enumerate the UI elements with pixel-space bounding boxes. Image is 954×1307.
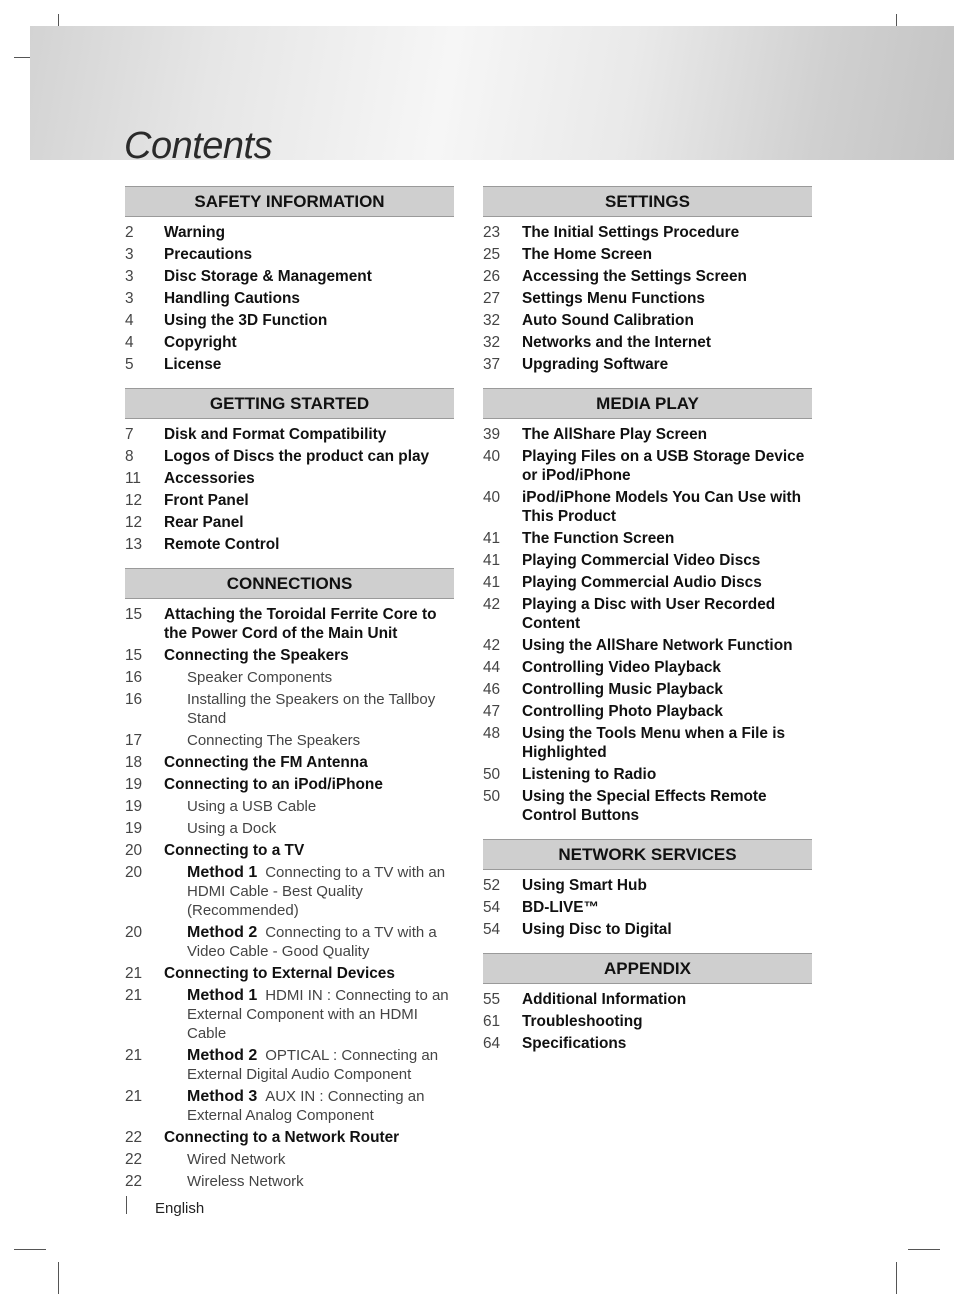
toc-section-appendix [483, 953, 812, 1053]
entry-title-wrap [522, 898, 812, 917]
entry-title-wrap [522, 245, 812, 264]
toc-entry[interactable] [125, 513, 454, 532]
page-number: 15 [125, 606, 143, 623]
entry-title: The Initial Settings Procedure [522, 224, 740, 241]
toc-section-getting-started [125, 388, 454, 554]
entry-title: Using Smart Hub [522, 877, 647, 894]
entry-title-wrap [164, 1128, 454, 1147]
entry-title-wrap [522, 787, 812, 825]
entry-title: Networks and the Internet [522, 334, 711, 351]
toc-entry[interactable] [483, 1034, 812, 1053]
page-number: 42 [483, 596, 501, 613]
crop-mark [58, 1262, 59, 1294]
entry-title-wrap [164, 355, 454, 374]
toc-entry[interactable] [483, 898, 812, 917]
entry-title: Copyright [164, 334, 237, 351]
page-number: 22 [125, 1151, 143, 1168]
entry-title-wrap [522, 1012, 812, 1031]
entry-title-wrap [522, 223, 812, 242]
entry-title: Playing Files on a USB Storage Device or iPod/iPhone [522, 448, 805, 484]
footer-language: English [155, 1200, 205, 1217]
toc-entry[interactable] [125, 267, 454, 286]
entry-title-wrap [164, 605, 454, 643]
entry-title: Connecting to a TV [164, 842, 305, 859]
toc-entry[interactable] [483, 1012, 812, 1031]
toc-entry[interactable] [483, 787, 812, 825]
entry-title: Disk and Format Compatibility [164, 426, 387, 443]
toc-entry[interactable] [483, 702, 812, 721]
entry-title: Specifications [522, 1035, 627, 1052]
page-number: 21 [125, 965, 143, 982]
page-number: 27 [483, 290, 501, 307]
entry-title-wrap [522, 425, 812, 444]
toc-entry[interactable] [125, 753, 454, 772]
entry-title-wrap [522, 529, 812, 548]
entry-title-wrap [164, 690, 454, 728]
entry-title-wrap [164, 1172, 454, 1191]
method-label: Method 2 [187, 1047, 258, 1064]
entry-title: Playing Commercial Video Discs [522, 552, 761, 569]
entry-title-wrap [522, 636, 812, 655]
entry-title: Controlling Photo Playback [522, 703, 723, 720]
page-number: 19 [125, 820, 143, 837]
toc-entry[interactable] [125, 1087, 454, 1125]
section-heading: NETWORK SERVICES [483, 839, 812, 870]
method-label: Method 1 [187, 864, 258, 881]
entry-title: Using the Special Effects Remote Control Buttons [522, 788, 767, 824]
toc-entry[interactable] [483, 573, 812, 592]
toc-entry[interactable] [483, 551, 812, 570]
toc-entry[interactable] [125, 1150, 454, 1169]
page-number: 19 [125, 776, 143, 793]
entry-title: Connecting to a TV with a Video Cable - Good Quality [187, 924, 437, 960]
toc-left-column [125, 186, 454, 1205]
page-number: 13 [125, 536, 143, 553]
entry-title: Controlling Video Playback [522, 659, 721, 676]
toc-entry[interactable] [483, 333, 812, 352]
crop-mark [14, 1249, 46, 1250]
page-number: 16 [125, 691, 143, 708]
entry-title-wrap [522, 595, 812, 633]
page-number: 20 [125, 842, 143, 859]
page-number: 40 [483, 448, 501, 465]
entry-title-wrap [164, 964, 454, 983]
entry-title: Using the 3D Function [164, 312, 328, 329]
entry-title-wrap [522, 333, 812, 352]
entry-title-wrap [164, 469, 454, 488]
page-number: 3 [125, 290, 134, 307]
toc-entry[interactable] [125, 333, 454, 352]
page-number: 48 [483, 725, 501, 742]
page-number: 25 [483, 246, 501, 263]
entry-title-wrap [522, 658, 812, 677]
entry-title: Settings Menu Functions [522, 290, 705, 307]
entry-title: Troubleshooting [522, 1013, 643, 1030]
entry-title-wrap [164, 841, 454, 860]
toc-entry[interactable] [483, 876, 812, 895]
page-title: Contents [124, 125, 273, 167]
entry-title: Upgrading Software [522, 356, 669, 373]
entry-title: Logos of Discs the product can play [164, 448, 430, 465]
entry-title: Connecting to an iPod/iPhone [164, 776, 383, 793]
page-number: 12 [125, 492, 143, 509]
toc-entry[interactable] [125, 245, 454, 264]
entry-title-wrap [522, 311, 812, 330]
toc-section-settings [483, 186, 812, 374]
page-number: 47 [483, 703, 501, 720]
entry-title: Using the Tools Menu when a File is Highlighted [522, 725, 786, 761]
entry-title: BD-LIVE™ [522, 899, 599, 916]
entry-title: Connecting the FM Antenna [164, 754, 368, 771]
entry-title-wrap [522, 702, 812, 721]
page-number: 22 [125, 1129, 143, 1146]
toc-entry[interactable] [483, 658, 812, 677]
page-number: 2 [125, 224, 134, 241]
crop-mark [896, 1262, 897, 1294]
entry-title-wrap [522, 1034, 812, 1053]
toc-entry[interactable] [483, 595, 812, 633]
page-number: 42 [483, 637, 501, 654]
entry-title: Attaching the Toroidal Ferrite Core to the Power Cord of the Main Unit [164, 606, 437, 642]
toc-entry[interactable] [125, 355, 454, 374]
toc-entry[interactable] [483, 245, 812, 264]
toc-entry[interactable] [125, 668, 454, 687]
page-number: 5 [125, 356, 134, 373]
method-label: Method 2 [187, 924, 258, 941]
page-number: 4 [125, 312, 134, 329]
page-number: 64 [483, 1035, 501, 1052]
entry-title: HDMI IN : Connecting to an External Component with an HDMI Cable [187, 987, 449, 1042]
toc-entry[interactable] [125, 986, 454, 1043]
toc-entry[interactable] [125, 819, 454, 838]
page-number: 8 [125, 448, 134, 465]
entry-title-wrap [522, 488, 812, 526]
entry-title-wrap [522, 876, 812, 895]
entry-title-wrap [164, 447, 454, 466]
entry-title: iPod/iPhone Models You Can Use with This Product [522, 489, 802, 525]
page-number: 15 [125, 647, 143, 664]
entry-title: The Home Screen [522, 246, 653, 263]
entry-title: Wired Network [187, 1151, 286, 1168]
page-number: 21 [125, 987, 143, 1004]
page-number: 16 [125, 669, 143, 686]
toc-entry[interactable] [125, 223, 454, 242]
page-number: 46 [483, 681, 501, 698]
page-number: 3 [125, 268, 134, 285]
entry-title: AUX IN : Connecting an External Analog Component [187, 1088, 425, 1124]
crop-mark [908, 1249, 940, 1250]
entry-title: Additional Information [522, 991, 687, 1008]
entry-title: OPTICAL : Connecting an External Digital Audio Component [187, 1047, 439, 1083]
toc-entry[interactable] [483, 355, 812, 374]
entry-title-wrap [164, 819, 454, 838]
toc-entry[interactable] [483, 990, 812, 1009]
toc-section-connections [125, 568, 454, 1191]
entry-title: The Function Screen [522, 530, 675, 547]
entry-title-wrap [522, 355, 812, 374]
toc-section-network-services [483, 839, 812, 939]
section-heading: MEDIA PLAY [483, 388, 812, 419]
entry-title-wrap [164, 1046, 454, 1084]
section-heading: APPENDIX [483, 953, 812, 984]
page-number: 55 [483, 991, 501, 1008]
page-number: 32 [483, 312, 501, 329]
entry-title: Auto Sound Calibration [522, 312, 694, 329]
entry-title: Connecting the Speakers [164, 647, 349, 664]
entry-title: License [164, 356, 222, 373]
page-number: 20 [125, 924, 143, 941]
entry-title-wrap [522, 267, 812, 286]
toc-entry[interactable] [125, 646, 454, 665]
entry-title: Listening to Radio [522, 766, 657, 783]
entry-title-wrap [164, 223, 454, 242]
entry-title-wrap [522, 573, 812, 592]
toc-section-safety-information [125, 186, 454, 374]
entry-title-wrap [164, 753, 454, 772]
method-label: Method 3 [187, 1088, 258, 1105]
method-label: Method 1 [187, 987, 258, 1004]
entry-title-wrap [164, 863, 454, 920]
toc-entry[interactable] [125, 1128, 454, 1147]
entry-title-wrap [522, 920, 812, 939]
toc-entry[interactable] [125, 690, 454, 728]
entry-title-wrap [164, 1150, 454, 1169]
toc-entry[interactable] [483, 920, 812, 939]
entry-title-wrap [522, 765, 812, 784]
entry-title: Precautions [164, 246, 253, 263]
toc-entry[interactable] [125, 1172, 454, 1191]
toc-entry[interactable] [125, 535, 454, 554]
entry-title-wrap [164, 797, 454, 816]
page-number: 3 [125, 246, 134, 263]
entry-title-wrap [164, 646, 454, 665]
toc-entry[interactable] [125, 605, 454, 643]
entry-title: Connecting The Speakers [187, 732, 361, 749]
toc-entry[interactable] [483, 765, 812, 784]
page-number: 17 [125, 732, 143, 749]
entry-title: Front Panel [164, 492, 249, 509]
entry-title-wrap [164, 535, 454, 554]
entry-title: Accessing the Settings Screen [522, 268, 747, 285]
toc-entry[interactable] [125, 841, 454, 860]
toc-entry[interactable] [125, 775, 454, 794]
entry-title: The AllShare Play Screen [522, 426, 708, 443]
entry-title: Handling Cautions [164, 290, 300, 307]
toc-entry[interactable] [125, 863, 454, 920]
entry-title: Warning [164, 224, 225, 241]
toc-entry[interactable] [125, 289, 454, 308]
page-number: 50 [483, 788, 501, 805]
page-number: 32 [483, 334, 501, 351]
entry-title: Using a USB Cable [187, 798, 317, 815]
page-number: 52 [483, 877, 501, 894]
toc-entry[interactable] [483, 311, 812, 330]
page-number: 19 [125, 798, 143, 815]
entry-title-wrap [164, 311, 454, 330]
page-number: 22 [125, 1173, 143, 1190]
toc-entry[interactable] [125, 425, 454, 444]
entry-title-wrap [164, 267, 454, 286]
toc-entry[interactable] [483, 724, 812, 762]
page-number: 41 [483, 574, 501, 591]
toc-entry[interactable] [483, 289, 812, 308]
page-number: 44 [483, 659, 501, 676]
page-number: 41 [483, 552, 501, 569]
entry-title: Remote Control [164, 536, 280, 553]
entry-title: Connecting to External Devices [164, 965, 395, 982]
footer-divider [126, 1196, 127, 1214]
entry-title: Disc Storage & Management [164, 268, 372, 285]
section-heading: CONNECTIONS [125, 568, 454, 599]
entry-title: Connecting to a TV with an HDMI Cable - Best Quality (Recommended) [187, 864, 446, 919]
entry-title: Using the AllShare Network Function [522, 637, 793, 654]
entry-title-wrap [164, 333, 454, 352]
toc-entry[interactable] [125, 797, 454, 816]
entry-title: Speaker Components [187, 669, 333, 686]
page-number: 54 [483, 899, 501, 916]
entry-title-wrap [522, 724, 812, 762]
toc-entry[interactable] [125, 491, 454, 510]
toc-entry[interactable] [483, 223, 812, 242]
entry-title: Rear Panel [164, 514, 244, 531]
entry-title-wrap [164, 425, 454, 444]
toc-entry[interactable] [483, 636, 812, 655]
entry-title-wrap [164, 245, 454, 264]
entry-title-wrap [164, 923, 454, 961]
entry-title-wrap [522, 551, 812, 570]
entry-title-wrap [164, 513, 454, 532]
entry-title-wrap [164, 986, 454, 1043]
section-heading: SETTINGS [483, 186, 812, 217]
section-heading: SAFETY INFORMATION [125, 186, 454, 217]
toc-entry[interactable] [483, 529, 812, 548]
page-number: 61 [483, 1013, 501, 1030]
entry-title: Accessories [164, 470, 255, 487]
section-heading: GETTING STARTED [125, 388, 454, 419]
toc-entry[interactable] [483, 267, 812, 286]
toc-entry[interactable] [125, 447, 454, 466]
toc-entry[interactable] [125, 923, 454, 961]
toc-entry[interactable] [125, 964, 454, 983]
entry-title-wrap [164, 289, 454, 308]
page-number: 41 [483, 530, 501, 547]
toc-entry[interactable] [125, 311, 454, 330]
entry-title-wrap [164, 1087, 454, 1125]
entry-title: Controlling Music Playback [522, 681, 723, 698]
page-number: 21 [125, 1047, 143, 1064]
page-number: 4 [125, 334, 134, 351]
page-number: 11 [125, 470, 141, 487]
entry-title-wrap [522, 680, 812, 699]
entry-title: Wireless Network [187, 1173, 304, 1190]
entry-title: Using a Dock [187, 820, 277, 837]
entry-title-wrap [164, 731, 454, 750]
entry-title: Playing Commercial Audio Discs [522, 574, 762, 591]
toc-entry[interactable] [125, 1046, 454, 1084]
page-number: 54 [483, 921, 501, 938]
toc-entry[interactable] [483, 680, 812, 699]
toc-entry[interactable] [483, 488, 812, 526]
entry-title-wrap [164, 491, 454, 510]
page-number: 26 [483, 268, 501, 285]
page-number: 50 [483, 766, 501, 783]
page-number: 23 [483, 224, 501, 241]
entry-title: Playing a Disc with User Recorded Content [522, 596, 776, 632]
page-number: 39 [483, 426, 501, 443]
page-number: 7 [125, 426, 134, 443]
page-number: 40 [483, 489, 501, 506]
entry-title: Connecting to a Network Router [164, 1129, 400, 1146]
page-number: 21 [125, 1088, 143, 1105]
page-number: 20 [125, 864, 143, 881]
page-number: 37 [483, 356, 501, 373]
page-number: 12 [125, 514, 143, 531]
entry-title-wrap [522, 990, 812, 1009]
toc-entry[interactable] [125, 731, 454, 750]
entry-title-wrap [522, 289, 812, 308]
toc-entry[interactable] [125, 469, 454, 488]
toc-section-media-play [483, 388, 812, 825]
entry-title-wrap [164, 668, 454, 687]
page-number: 18 [125, 754, 143, 771]
entry-title: Installing the Speakers on the Tallboy Stand [187, 691, 436, 727]
entry-title-wrap [164, 775, 454, 794]
toc-right-column [483, 186, 812, 1067]
entry-title-wrap [522, 447, 812, 485]
toc-entry[interactable] [483, 425, 812, 444]
entry-title: Using Disc to Digital [522, 921, 672, 938]
toc-entry[interactable] [483, 447, 812, 485]
